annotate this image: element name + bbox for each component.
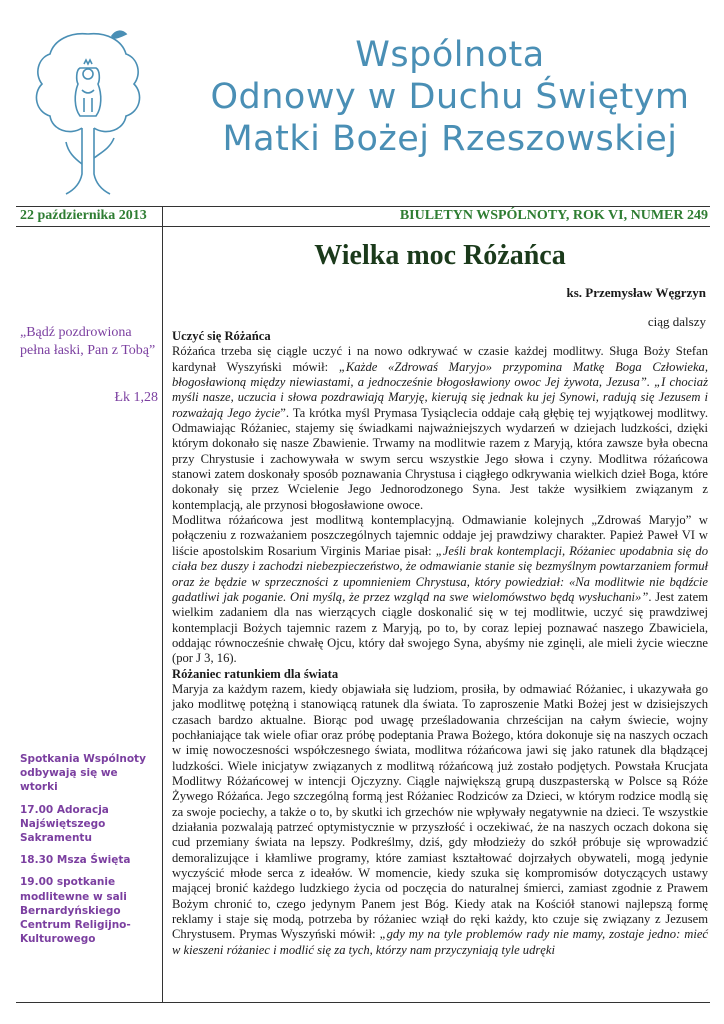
header-line-3: Matki Bożej Rzeszowskiej (222, 119, 678, 159)
paragraph-quote: „gdy my na tyle problemów rady nie mamy, zostaje jedno: mieć w kieszeni różaniec i modlić się za tych, którzy nam przyczyniają tyle udręki (172, 927, 708, 957)
paragraph-text: Różańca trzeba się ciągle uczyć i na nowo odkrywać w czasie każdej modlitwy. Sługa Boży Stefan kardynał Wyszyński mówił: (172, 344, 708, 374)
continued-note: ciąg dalszy (647, 314, 706, 329)
article-title: Wielka moc Różańca (314, 240, 566, 271)
paragraph-quote: „Każde «Zdrowaś Maryjo» przypomina Matkę Boga Człowieka, błogosławioną między niewiastami, a jednocześnie błogosławiony owoc Jej żywota, Jezusa”. „I chociaż myśli nasze, uczucia i słowa pozdrawiają Maryję, kierują się jednak ku jej Synowi, radują się Jezusem i rozważają Jego życie (172, 359, 708, 420)
paragraph-text: Modlitwa różańcowa jest modlitwą kontemplacyjną. Odmawianie kolejnych „Zdrowaś Maryjo” w połączeniu z rozważaniem poszczególnych tajemnic oddaje jej prawdziwy charakter. Papież Paweł VI w liście apostolskim Rosarium Virginis Mariae pisał: (172, 513, 708, 558)
paragraph (172, 513, 708, 666)
header-line-2: Odnowy w Duchu Świętym (210, 77, 690, 117)
schedule-mass: 18.30 Msza Święta (20, 854, 131, 867)
issue-number: BIULETYN WSPÓLNOTY, ROK VI, NUMER 249 (399, 208, 708, 223)
paragraph-text: ”. Ta krótka myśl Prymasa Tysiąclecia oddaje całą głębię tej wyjątkowej modlitwy. Odmawiając Różaniec, stajemy się świadkami najważniejszych wydarzeń w dziejach ludzkości, dzięki którym dokonało się nasze Zbawienie. Trwamy na modlitwie razem z Maryją, która zawsze była obecna przy Chrystusie i zachowywała w swym sercu wszystkie Jego słowa i czyny. Modlitwa różańcowa stanowi zatem doskonały sposób poznawania Chrystusa i ciągłego odkrywania wielkich dzieł Boga, które dokonały się przez Wcielenie Jego Jednorodzonego Syna. Jest także wysiłkiem związanym z kontemplacją, ale przynosi błogosławione owoce. (172, 405, 708, 512)
section-heading: Uczyć się Różańca (172, 329, 271, 343)
schedule-prayer-meeting: 19.00 spotkanie modlitewne w sali Bernardyńskiego Centrum Religijno-Kulturowego (20, 876, 131, 946)
paragraph-quote: „Jeśli brak kontemplacji, Różaniec upodabnia się do ciała bez duszy i zachodzi niebezpieczeństwo, że odmawianie stanie się bezmyślnym powtarzaniem formuł oraz że będzie w sprzeczności z upomnieniem Chrystusa, który powiedział: «Na modlitwie nie bądźcie gadatliwi jak poganie. Oni myślą, że przez wzgląd na swe wielomówstwo będą wysłuchani»” (172, 543, 709, 604)
community-name-header (190, 34, 710, 160)
tree-with-madonna-logo (30, 24, 146, 200)
sidebar-quote-reference: Łk 1,28 (114, 390, 158, 405)
paragraph-text: Maryja za każdym razem, kiedy objawiała się ludziom, prosiła, by odmawiać Różaniec, i ukazywała go jako modlitwę potężną i stanowiącą ratunek dla świata. To zaproszenie Matki Bożej jest w dzisiejszych czasach bardzo aktualne. Biorąc pod uwagę prześladowania chrześcijan na całym świecie, wojny pochłaniające tak wiele ofiar oraz próbę podeptania Prawa Bożego, która dokonuje się na naszych oczach w imię nowoczesności współczesnego świata, modlitwa różańcowa jawi się jako ratunek dla błądzącej ludzkości. Wiele inicjatyw związanych z modlitwą różańcową już zostało podjętych. Powstała Krucjata Modlitwy Różańcowej w intencji Ojczyzny. Ciągle największą grupą duszpasterską w Polsce są Róże Żywego Różańca. Jego szczególną formą jest Różaniec Rodziców za Dzieci, w którym rodzice modlą się za swoje pociechy, a także o to, by skutki ich grzechów nie wpływały negatywnie na dzieci. Te wszystkie działania pozwalają patrzeć optymistycznie w przyszłość i oczekiwać, że na naszych oczach dokona się cud przemiany świata na lepszy. Podkreślmy, dziś, gdy młodzieży do szkół próbuje się wprowadzić demoralizujące i kłamliwe programy, które zamiast kształtować dojrzałych obywateli, mogą jedynie wyczyścić młode serca z ideałów. W momencie, kiedy szuka się kompromisów dotyczących ustawy mającej bronić każdego ludzkiego życia od poczęcia do naturalnej śmierci, zamiast zgodnie z Prawem Bożym chronić to, czego jedynym Panem jest Bóg. Kiedy atak na Kościół stanowi najlepszą formę reklamy i staje się modą, potrzeba by różaniec wziął do ręki każdy, kto czuje się związany z Jezusem Chrystusem. Prymas Wyszyński mówił: (172, 681, 708, 942)
paragraph (172, 344, 708, 513)
schedule-adoration: 17.00 Adoracja Najświętszego Sakramentu (20, 803, 109, 845)
section-heading: Różaniec ratunkiem dla świata (172, 666, 339, 681)
issue-date: 22 października 2013 (20, 208, 147, 223)
sidebar-quote: „Bądź pozdrowiona pełna łaski, Pan z Tobą” (20, 325, 156, 358)
top-rule (16, 206, 710, 207)
meta-rule (16, 226, 710, 227)
schedule-intro: Spotkania Wspólnoty odbywają się we wtorki (20, 753, 146, 794)
bottom-rule (16, 1002, 710, 1003)
article-author: ks. Przemysław Węgrzyn (566, 285, 706, 300)
meeting-schedule (20, 752, 158, 954)
paragraph (172, 682, 708, 958)
paragraph-text: . Jest zatem wielkim zadaniem dla nas wierzących ciągle doskonalić się w tej modlitwie, uczyć się prawdziwej kontemplacji Bożych tajemnic razem z Maryją, po to, by coraz lepiej poznawać naszego Zbawiciela, oddając równocześnie chwałę Ojcu, który dał swojego Syna, abyśmy nie zginęli, ale mieli życie wieczne (por J 3, 16). (172, 589, 708, 666)
header-line-1: Wspólnota (355, 35, 545, 75)
column-divider (162, 207, 163, 1002)
article-body (172, 329, 708, 958)
